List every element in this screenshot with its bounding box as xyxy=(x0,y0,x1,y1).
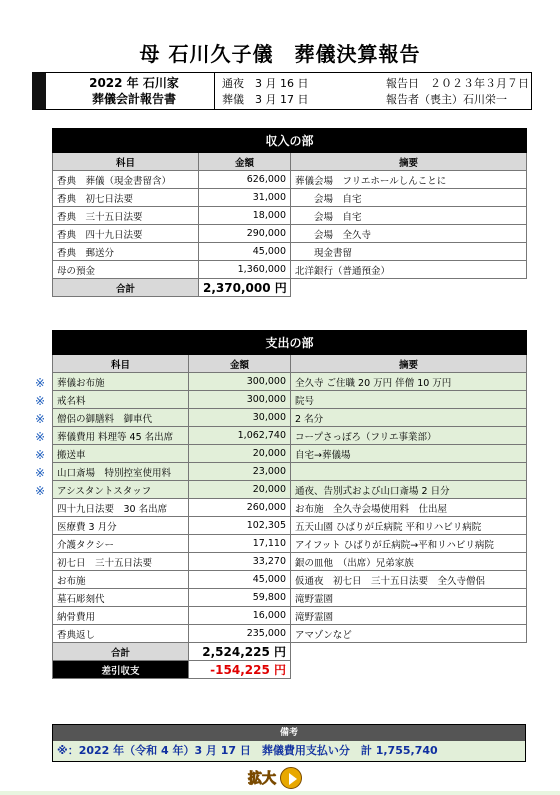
expense-amount: 45,000 xyxy=(189,571,291,589)
expense-rows xyxy=(53,373,527,643)
bottom-strip xyxy=(0,791,560,795)
expense-item: お布施 xyxy=(53,571,189,589)
zoom-button[interactable] xyxy=(248,766,302,790)
asterisk-mark xyxy=(33,518,47,536)
expense-item: 戒名料 xyxy=(53,391,189,409)
header-report-info xyxy=(386,76,546,108)
income-header-item: 科目 xyxy=(53,153,199,171)
remarks-box xyxy=(52,724,526,762)
income-header-amount: 金額 xyxy=(199,153,291,171)
expense-amount: 235,000 xyxy=(189,625,291,643)
expense-amount: 20,000 xyxy=(189,445,291,463)
expense-item: 医療費 3 月分 xyxy=(53,517,189,535)
expense-amount: 17,110 xyxy=(189,535,291,553)
funeral-date: 葬儀 3 月 17 日 xyxy=(222,93,309,106)
asterisk-mark: ※ xyxy=(34,448,46,462)
expense-note: 滝野霊園 xyxy=(291,607,527,625)
income-amount: 45,000 xyxy=(199,243,291,261)
header-dates xyxy=(222,76,372,108)
asterisk-mark xyxy=(33,500,47,518)
expense-item: 搬送車 xyxy=(53,445,189,463)
asterisk-mark xyxy=(33,536,47,554)
expense-header-note: 摘要 xyxy=(291,355,527,373)
expense-note: 院号 xyxy=(291,391,527,409)
asterisk-mark: ※ xyxy=(34,412,46,426)
income-total-label: 合計 xyxy=(53,279,199,297)
expense-note: 銀の皿他 （出席）兄弟家族 xyxy=(291,553,527,571)
expense-item: 僧侶の御膳料 御車代 xyxy=(53,409,189,427)
income-total-value: 2,370,000 円 xyxy=(199,279,291,297)
income-row xyxy=(53,171,527,189)
zoom-label: 拡大 xyxy=(248,771,276,787)
header-year-family: 2022 年 石川家 xyxy=(89,76,179,90)
expense-item: 納骨費用 xyxy=(53,607,189,625)
income-note: 現金書留 xyxy=(291,243,527,261)
expense-row xyxy=(53,607,527,625)
expense-amount: 300,000 xyxy=(189,391,291,409)
expense-total-label: 合計 xyxy=(53,643,189,661)
asterisk-mark: ※ xyxy=(34,376,46,390)
expense-amount: 300,000 xyxy=(189,373,291,391)
expense-amount: 30,000 xyxy=(189,409,291,427)
income-note: 会場 自宅 xyxy=(291,207,527,225)
expense-row xyxy=(53,589,527,607)
report-date: 報告日 ２０２３年３月７日 xyxy=(386,77,529,90)
income-note: 会場 自宅 xyxy=(291,189,527,207)
expense-row xyxy=(53,427,527,445)
blank-cell xyxy=(291,643,527,661)
expense-item: 葬儀費用 料理等 45 名出席 xyxy=(53,427,189,445)
income-row xyxy=(53,189,527,207)
expense-amount: 33,270 xyxy=(189,553,291,571)
income-note: 会場 全久寺 xyxy=(291,225,527,243)
expense-row xyxy=(53,409,527,427)
expense-note: 仮通夜 初七日 三十五日法要 全久寺僧侶 xyxy=(291,571,527,589)
expense-row xyxy=(53,463,527,481)
expense-row xyxy=(53,373,527,391)
income-item: 香典 三十五日法要 xyxy=(53,207,199,225)
expense-note: 全久寺 ご住職 20 万円 伴僧 10 万円 xyxy=(291,373,527,391)
expense-amount: 59,800 xyxy=(189,589,291,607)
expense-amount: 260,000 xyxy=(189,499,291,517)
expense-total-value: 2,524,225 円 xyxy=(189,643,291,661)
income-item: 香典 郵送分 xyxy=(53,243,199,261)
expense-note: お布施 全久寺会場使用料 仕出屋 xyxy=(291,499,527,517)
asterisk-mark: ※ xyxy=(34,394,46,408)
expense-header-item: 科目 xyxy=(53,355,189,373)
income-section-title: 収入の部 xyxy=(53,129,527,153)
asterisk-mark: ※ xyxy=(34,466,46,480)
income-rows xyxy=(53,171,527,279)
expense-row xyxy=(53,391,527,409)
report-header xyxy=(32,72,532,110)
expense-note: 滝野霊園 xyxy=(291,589,527,607)
expense-marks xyxy=(33,374,47,644)
remarks-title: 備考 xyxy=(53,725,525,741)
expense-row xyxy=(53,517,527,535)
header-family xyxy=(54,75,214,107)
expense-row xyxy=(53,553,527,571)
income-note: 葬儀会場 フリエホールしんことに xyxy=(291,171,527,189)
expense-table xyxy=(52,330,527,679)
expense-note: コープさっぽろ（フリエ事業部） xyxy=(291,427,527,445)
income-amount: 1,360,000 xyxy=(199,261,291,279)
expense-header-amount: 金額 xyxy=(189,355,291,373)
reporter: 報告者（喪主）石川栄一 xyxy=(386,93,507,106)
income-row xyxy=(53,207,527,225)
blank-cell xyxy=(291,279,527,297)
expense-item: 山口斎場 特別控室使用料 xyxy=(53,463,189,481)
expense-row xyxy=(53,481,527,499)
expense-note: アイフット ひばりが丘病院→平和リハビリ病院 xyxy=(291,535,527,553)
income-item: 母の預金 xyxy=(53,261,199,279)
expense-section-title: 支出の部 xyxy=(53,331,527,355)
balance-value: -154,225 円 xyxy=(189,661,291,679)
expense-amount: 20,000 xyxy=(189,481,291,499)
income-amount: 31,000 xyxy=(199,189,291,207)
header-doc-name: 葬儀会計報告書 xyxy=(91,92,176,106)
expense-amount: 102,305 xyxy=(189,517,291,535)
asterisk-mark xyxy=(33,608,47,626)
income-amount: 290,000 xyxy=(199,225,291,243)
expense-row xyxy=(53,499,527,517)
expense-amount: 23,000 xyxy=(189,463,291,481)
expense-note: アマゾンなど xyxy=(291,625,527,643)
header-divider xyxy=(214,73,215,109)
page-title: 母 石川久子儀 葬儀決算報告 xyxy=(139,42,421,66)
income-row xyxy=(53,261,527,279)
income-amount: 626,000 xyxy=(199,171,291,189)
expense-note: 通夜、告別式および山口斎場 2 日分 xyxy=(291,481,527,499)
wake-date: 通夜 3 月 16 日 xyxy=(222,77,309,90)
income-item: 香典 四十九日法要 xyxy=(53,225,199,243)
expense-row xyxy=(53,571,527,589)
income-item: 香典 初七日法要 xyxy=(53,189,199,207)
income-item: 香典 葬儀（現金書留含） xyxy=(53,171,199,189)
blank-cell xyxy=(291,661,527,679)
expense-item: アシスタントスタッフ xyxy=(53,481,189,499)
income-row xyxy=(53,243,527,261)
expense-amount: 1,062,740 xyxy=(189,427,291,445)
asterisk-mark: ※ xyxy=(34,430,46,444)
expense-row xyxy=(53,535,527,553)
asterisk-mark xyxy=(33,626,47,644)
asterisk-mark xyxy=(33,590,47,608)
expense-row xyxy=(53,625,527,643)
income-header-note: 摘要 xyxy=(291,153,527,171)
remarks-text: ※：2022 年（令和 4 年）3 月 17 日 葬儀費用支払い分 計 1,755,740 xyxy=(53,741,525,761)
income-amount: 18,000 xyxy=(199,207,291,225)
asterisk-mark: ※ xyxy=(34,484,46,498)
expense-note xyxy=(291,463,527,481)
income-note: 北洋銀行（普通預金） xyxy=(291,261,527,279)
expense-item: 葬儀お布施 xyxy=(53,373,189,391)
expense-item: 初七日 三十五日法要 xyxy=(53,553,189,571)
asterisk-mark xyxy=(33,572,47,590)
expense-item: 墓石彫刻代 xyxy=(53,589,189,607)
expense-item: 介護タクシー xyxy=(53,535,189,553)
expense-item: 四十九日法要 30 名出席 xyxy=(53,499,189,517)
asterisk-mark xyxy=(33,554,47,572)
play-arrow-icon xyxy=(280,767,302,789)
balance-label: 差引収支 xyxy=(53,661,189,679)
income-table xyxy=(52,128,527,297)
expense-amount: 16,000 xyxy=(189,607,291,625)
expense-note: 五天山園 ひばりが丘病院 平和リハビリ病院 xyxy=(291,517,527,535)
expense-note: 2 名分 xyxy=(291,409,527,427)
income-row xyxy=(53,225,527,243)
expense-note: 自宅→葬儀場 xyxy=(291,445,527,463)
expense-row xyxy=(53,445,527,463)
expense-item: 香典返し xyxy=(53,625,189,643)
